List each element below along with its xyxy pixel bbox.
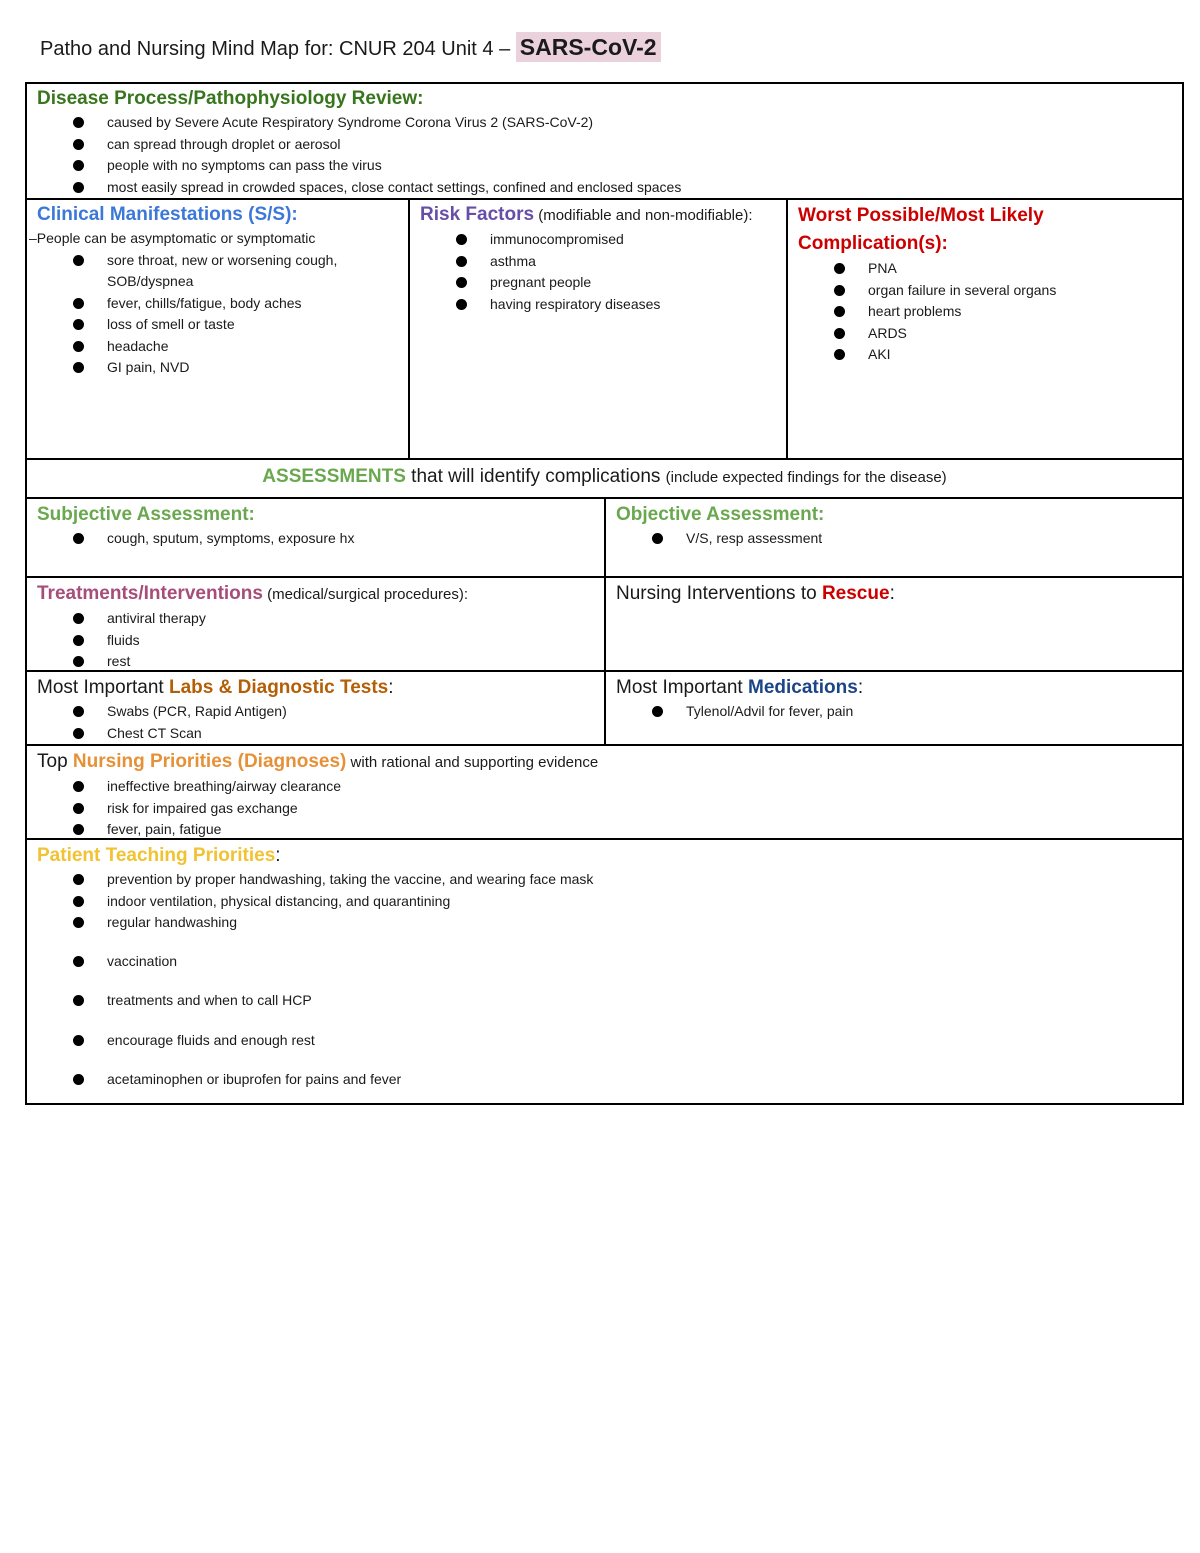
list-item: PNA <box>798 258 1172 280</box>
list-item: fever, chills/fatigue, body aches <box>37 293 398 315</box>
list-item: encourage fluids and enough rest <box>37 1030 1172 1052</box>
rescue-heading-colored: Rescue <box>821 583 890 604</box>
treatments-section <box>27 579 604 671</box>
nursing-priorities-subheading: with rational and supporting evidence <box>346 754 599 771</box>
complications-section <box>788 200 1182 458</box>
clinical-manifestations-note: –People can be asymptomatic or symptomatic <box>29 230 316 246</box>
treatments-heading-line <box>37 581 594 608</box>
list-item: regular handwashing <box>37 912 1172 934</box>
mind-map-table <box>25 82 1184 1105</box>
divider <box>27 458 1182 460</box>
divider <box>27 576 1182 578</box>
assessments-heading-colored: ASSESSMENTS <box>262 466 406 487</box>
risk-factors-subheading: (modifiable and non-modifiable): <box>534 207 753 224</box>
risk-factors-list <box>420 229 776 315</box>
divider <box>27 670 1182 672</box>
clinical-manifestations-list <box>37 250 398 379</box>
rescue-interventions-section <box>606 579 1182 671</box>
patient-teaching-heading <box>37 843 1172 869</box>
title-prefix: Patho and Nursing Mind Map for: CNUR 204 Unit 4 – <box>40 38 516 60</box>
treatments-heading: Treatments/Interventions <box>37 583 263 604</box>
list-item: risk for impaired gas exchange <box>37 798 1172 820</box>
complications-heading: Worst Possible/Most Likely Complication(s): <box>798 205 1044 254</box>
labs-heading-suffix: : <box>388 677 394 698</box>
subjective-assessment-heading: Subjective Assessment: <box>37 504 255 525</box>
list-item: indoor ventilation, physical distancing, and quarantining <box>37 891 1172 913</box>
list-item: pregnant people <box>420 272 776 294</box>
rescue-heading-suffix: : <box>889 583 895 604</box>
assessments-header <box>27 462 1182 498</box>
list-item: acetaminophen or ibuprofen for pains and fever <box>37 1069 1172 1091</box>
labs-heading-prefix: Most Important <box>37 677 169 698</box>
list-item: rest <box>37 651 594 673</box>
medications-heading <box>616 675 1172 701</box>
objective-assessment-list <box>616 528 1172 550</box>
medications-heading-suffix: : <box>857 677 864 698</box>
labs-heading <box>37 675 594 701</box>
subjective-assessment-section <box>27 500 604 576</box>
nursing-priorities-section <box>27 747 1182 839</box>
list-item: Tylenol/Advil for fever, pain <box>616 701 1172 723</box>
list-item: prevention by proper handwashing, taking the vaccine, and wearing face mask <box>37 869 1172 891</box>
list-item: vaccination <box>37 951 1172 973</box>
medications-list <box>616 701 1172 723</box>
risk-factors-heading-line <box>420 202 776 229</box>
medications-heading-colored: Medications <box>748 677 858 698</box>
nursing-priorities-list <box>37 776 1172 841</box>
list-item: headache <box>37 336 398 358</box>
list-item: people with no symptoms can pass the virus <box>37 155 1172 177</box>
list-item: GI pain, NVD <box>37 357 398 379</box>
treatments-list <box>37 608 594 673</box>
list-item: antiviral therapy <box>37 608 594 630</box>
patient-teaching-heading-suffix: : <box>275 845 281 866</box>
list-item: V/S, resp assessment <box>616 528 1172 550</box>
risk-factors-section <box>410 200 786 458</box>
labs-list <box>37 701 594 744</box>
assessments-heading-text: that will identify complications <box>405 466 666 487</box>
clinical-manifestations-heading: Clinical Manifestations (S/S): <box>37 204 298 225</box>
clinical-manifestations-section <box>27 200 408 458</box>
list-item: fluids <box>37 630 594 652</box>
nursing-priorities-heading-colored: Nursing Priorities (Diagnoses) <box>72 751 347 772</box>
list-item: organ failure in several organs <box>798 280 1172 302</box>
list-item: caused by Severe Acute Respiratory Syndrome Corona Virus 2 (SARS-CoV-2) <box>37 112 1172 134</box>
list-item: sore throat, new or worsening cough, SOB/dyspnea <box>37 250 398 293</box>
risk-factors-heading: Risk Factors <box>420 204 535 225</box>
objective-assessment-section <box>606 500 1182 576</box>
patient-teaching-heading-colored: Patient Teaching Priorities <box>37 845 276 866</box>
list-item: Swabs (PCR, Rapid Antigen) <box>37 701 594 723</box>
medications-heading-prefix: Most Important <box>616 677 748 698</box>
list-item: AKI <box>798 344 1172 366</box>
list-item: fever, pain, fatigue <box>37 819 1172 841</box>
assessments-heading <box>37 464 1172 491</box>
list-item: can spread through droplet or aerosol <box>37 134 1172 156</box>
list-item: immunocompromised <box>420 229 776 251</box>
list-item: having respiratory diseases <box>420 294 776 316</box>
complications-list <box>798 258 1172 366</box>
document-title <box>40 30 661 66</box>
assessments-heading-sub: (include expected findings for the disease) <box>665 469 947 486</box>
objective-assessment-heading: Objective Assessment: <box>616 504 825 525</box>
rescue-heading <box>616 581 1172 607</box>
patient-teaching-section <box>27 841 1182 1103</box>
list-item: ineffective breathing/airway clearance <box>37 776 1172 798</box>
list-item: asthma <box>420 251 776 273</box>
rescue-heading-prefix: Nursing Interventions to <box>616 583 822 604</box>
list-item: Chest CT Scan <box>37 723 594 745</box>
disease-process-list <box>37 112 1172 198</box>
subjective-assessment-list <box>37 528 594 550</box>
patient-teaching-list <box>37 869 1172 1091</box>
nursing-priorities-heading-prefix: Top <box>37 751 73 772</box>
list-item: most easily spread in crowded spaces, close contact settings, confined and enclosed spaces <box>37 177 1172 199</box>
disease-process-heading: Disease Process/Pathophysiology Review: <box>37 88 424 109</box>
divider <box>27 838 1182 840</box>
labs-section <box>27 673 604 745</box>
disease-process-section <box>27 84 1182 198</box>
medications-section <box>606 673 1182 745</box>
list-item: treatments and when to call HCP <box>37 990 1172 1012</box>
divider <box>27 744 1182 746</box>
list-item: loss of smell or taste <box>37 314 398 336</box>
title-topic-highlight: SARS-CoV-2 <box>516 32 661 62</box>
list-item: cough, sputum, symptoms, exposure hx <box>37 528 594 550</box>
treatments-subheading: (medical/surgical procedures): <box>262 586 469 603</box>
list-item: ARDS <box>798 323 1172 345</box>
nursing-priorities-heading <box>37 749 1172 776</box>
labs-heading-colored: Labs & Diagnostic Tests <box>169 677 389 698</box>
list-item: heart problems <box>798 301 1172 323</box>
